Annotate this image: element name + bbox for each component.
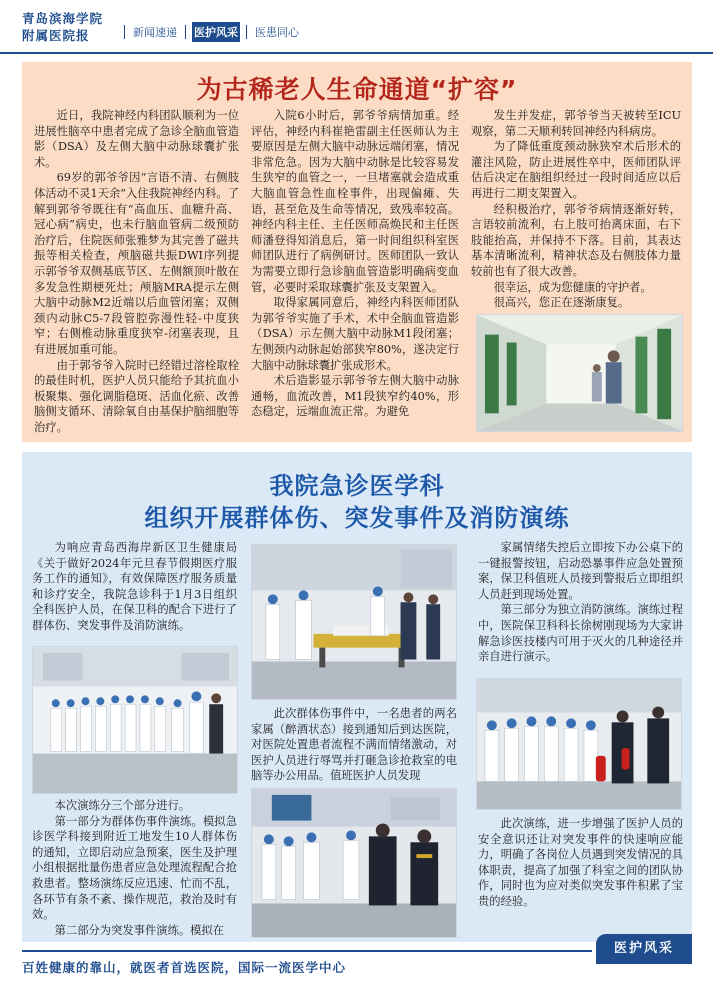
paragraph: 取得家属同意后，神经内科医师团队为郭爷爷实施了手术，术中全脑血管造影（DSA）示左侧大脑中动脉M1段闭塞；左侧颈内动脉起始部狭窄80%，遂决定行大脑中动脉球囊扩张成形术。: [251, 296, 459, 372]
nav-item-medical-style[interactable]: 医护风采: [192, 22, 240, 42]
section-nav: [118, 22, 301, 42]
paragraph: 为了降低重度颈动脉狭窄术后形术的灌注风险，防止进展性卒中，医师团队评估后决定在脑组织经过一段时间适应以后再进行二期支架置入。: [471, 140, 681, 200]
article-stroke-patient: [22, 62, 692, 442]
article-1-column-1: [34, 108, 239, 435]
footer-rule: [22, 950, 592, 952]
photo-security-incident-drill: [251, 788, 457, 938]
article-2-column-3-bottom: [478, 816, 683, 910]
article-1-column-2: [251, 108, 459, 420]
header-rule: [0, 52, 713, 54]
article-2-title-line-1: 我院急诊医学科: [269, 472, 445, 500]
article-2-title-line-2: 组织开展群体伤、突发事件及消防演练: [144, 504, 570, 532]
photo-staff-lineup: [32, 646, 238, 794]
hospital-slogan: 百姓健康的靠山，就医者首选医院，国际一流医学中心: [22, 960, 347, 975]
nav-item-news[interactable]: 新闻速递: [133, 26, 177, 39]
nav-divider: [124, 25, 125, 39]
section-tag: 医护风采: [596, 934, 692, 964]
article-2-column-3-top: [478, 540, 683, 665]
paragraph: 很幸运，成为您健康的守护者。: [493, 280, 652, 294]
article-2-column-1-top: [32, 540, 237, 634]
paragraph: 此次演练，进一步增强了医护人员的安全意识还让对突发事件的快速响应能力，明确了各岗位人员遇到突发情况的具体职责，提高了加强了科室之间的团队协作，同时也为应对类似突发事件积累了宝贵的经验。: [478, 817, 683, 908]
paragraph: 本次演练分三个部分进行。: [54, 799, 191, 812]
masthead-line-2: 附属医院报: [22, 28, 90, 43]
paragraph: 近日，我院神经内科团队顺利为一位进展性脑卒中患者完成了急诊全脑血管造影（DSA）及左侧大脑中动脉球囊扩张术。: [34, 109, 239, 169]
photo-fire-drill: [476, 678, 682, 810]
paragraph: 第二部分为突发事件演练。模拟在: [54, 923, 225, 937]
article-2-column-1-bottom: [32, 798, 237, 938]
paragraph: 经积极治疗，郭爷爷病情逐渐好转，言语较前流利，右上肢可抬离床面，右下肢能抬高，并保持不下落。目前，其表达基本清晰流利，精神状态及右侧肢体力量较前也有了很大改善。: [471, 202, 681, 278]
paragraph: 第一部分为群体伤事件演练。模拟急诊医学科接到附近工地发生10人群体伤的通知，立即启动应急预案，医生及护理小组根据批量伤患者应急处理流程配合抢救患者。整场演练反应迅速、忙而不乱，各环节有条不紊、操作规范，救治及时有效。: [32, 814, 237, 922]
paragraph: 很高兴，您正在逐渐康复。: [493, 296, 630, 310]
paragraph: 第三部分为独立消防演练。演练过程中，医院保卫科科长徐树刚现场为大家讲解急诊医技楼内可用于灭火的几种途径并亲自进行演示。: [478, 603, 683, 664]
article-1-title: 为古稀老人生命通道“扩容”: [196, 75, 518, 104]
paragraph: 发生并发症，郭爷爷当天被转至ICU观察，第二天顺利转回神经内科病房。: [471, 109, 681, 138]
article-emergency-drill: [22, 452, 692, 942]
article-1-column-3: [471, 108, 681, 311]
nav-item-doctor-patient[interactable]: 医患同心: [255, 26, 299, 39]
paragraph: 入院6小时后，郭爷爷病情加重。经评估，神经内科崔艳雷副主任医师认为主要原因是左侧大脑中动脉远端闭塞，情况非常危急。因为大脑中动脉是比较容易发生狭窄的血管之一，一旦堵塞就会造成重大脑血管急性血栓事件，出现偏瘫、失语，甚至危及生命等情况，致残率较高。神经内科主任、主任医师高焕民和主任医师潘登得知消息后，第一时间组织科室医师团队进行了病例研讨。医师团队一致认为需要立即行急诊脑血管造影明确病变血管，必要时采取球囊扩张及支架置入。: [251, 109, 459, 294]
page-footer: [0, 941, 713, 987]
nav-divider: [246, 25, 247, 39]
paragraph: 此次群体伤事件中，一名患者的两名家属（醉酒状态）接到通知后到达医院，对医院处置患者流程不满而情绪激动，对医护人员进行辱骂并打砸急诊抢救室的电脑等办公用品。值班医护人员发现: [251, 707, 457, 783]
nav-divider: [185, 25, 186, 39]
masthead-header: [0, 0, 713, 58]
photo-hospital-corridor: [476, 314, 683, 432]
masthead-line-1: 青岛滨海学院: [22, 11, 104, 26]
paragraph: 69岁的郭爷爷因“言语不清、右侧肢体活动不灵1天余”入住我院神经内科。了解到郭爷爷既往有“高血压、血糖升高、冠心病”病史，也未行脑血管病二级预防治疗后，住院医师张雅梦为其完善了磁共振等相关检查，颅脑磁共振DWI序列提示郭爷爷双侧基底节区、左侧额顶叶散在多发急性期梗死灶；颅脑MRA提示左侧大脑中动脉M2近端以后血管闭塞；双侧颈内动脉C5-7段管腔弥漫性轻-中度狭窄；右侧椎动脉重度狭窄-闭塞表现，且有进展加重可能。: [34, 171, 240, 356]
paragraph: 为响应青岛西海岸新区卫生健康局《关于做好2024年元旦春节假期医疗服务工作的通知》，有效保障医疗服务质量和诊疗安全，我院急诊科于1月3日组织全科医护人员，在保卫科的配合下进行了群体伤、突发事件及消防演练。: [32, 541, 237, 632]
paragraph: 术后造影显示郭爷爷左侧大脑中动脉通畅，血流改善，M1段狭窄约40%，形态稳定，远端血流正常。为避免: [251, 374, 459, 419]
article-2-column-2: [251, 706, 457, 784]
newspaper-name: [22, 10, 112, 44]
photo-mass-casualty-drill: [251, 544, 457, 700]
paragraph: 家属情绪失控后立即按下办公桌下的一键报警按钮，启动恐暴事件应急处置预案，保卫科值班人员接到警报后立即组织人员赶到现场处置。: [478, 541, 683, 601]
paragraph: 由于郭爷爷入院时已经错过溶栓取栓的最佳时机，医护人员只能给予其抗血小板聚集、强化调脂稳斑、活血化瘀、改善脑侧支循环、清除氧自由基保护脑细胞等治疗。: [34, 358, 239, 434]
